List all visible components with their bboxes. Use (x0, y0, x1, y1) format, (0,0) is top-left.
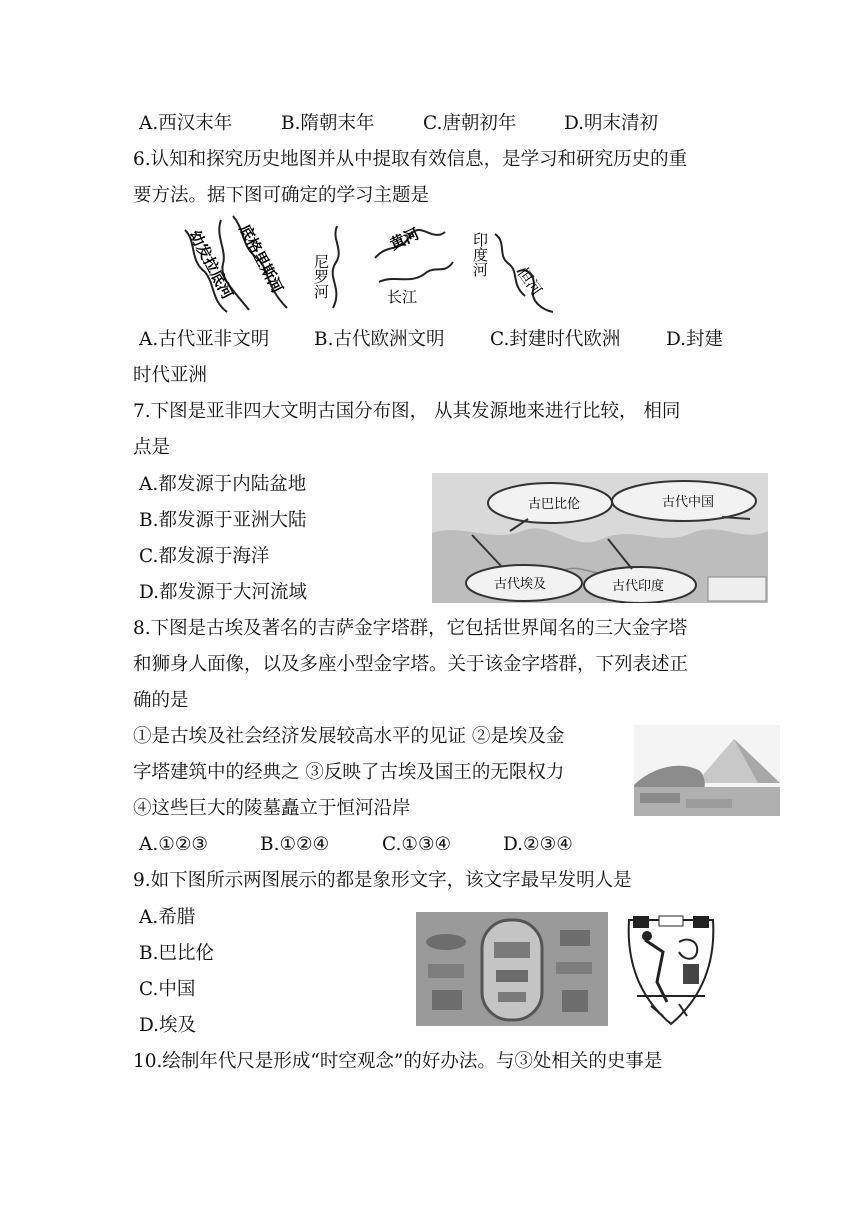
q6-option-a: A.古代亚非文明 (139, 329, 270, 350)
euphrates-label: 幼发拉底河 (185, 227, 237, 303)
q7-option-d: D.都发源于大河流域 (139, 582, 308, 603)
q8-option-a: A.①②③ (139, 834, 208, 855)
q8-option-b: B.①②④ (260, 834, 330, 855)
yangtze-label: 长江 (387, 288, 418, 306)
q6-option-d: D.封建 (666, 329, 724, 350)
china-label: 古代中国 (662, 495, 715, 510)
q6-option-c: C.封建时代欧洲 (490, 329, 621, 350)
q6-option-b: B.古代欧洲文明 (314, 329, 445, 350)
q6-stem-line2: 要方法。据下图可确定的学习主题是 (133, 185, 430, 206)
india-label: 古代印度 (612, 579, 665, 594)
q5-option-d: D.明末清初 (564, 113, 659, 134)
q5-option-a: A.西汉末年 (139, 113, 233, 134)
q7-stem-line2: 点是 (133, 437, 171, 458)
egypt-label: 古代埃及 (494, 577, 547, 592)
q9-stem: 9.如下图所示两图展示的都是象形文字，该文字最早发明人是 (133, 870, 632, 891)
nile-label: 尼罗河 (312, 254, 330, 299)
civilizations-map-figure (432, 473, 768, 603)
q7-option-c: C.都发源于海洋 (139, 546, 270, 567)
indus-label: 印度河 (471, 232, 489, 277)
q9-option-b: B.巴比伦 (139, 943, 214, 964)
q9-option-d: D.埃及 (139, 1015, 197, 1036)
babylon-label: 古巴比伦 (528, 497, 581, 512)
q7-stem-line1: 7.下图是亚非四大文明古国分布图， 从其发源地来进行比较， 相同 (133, 401, 681, 422)
q8-stem-line2: 和狮身人面像，以及多座小型金字塔。关于该金字塔群，下列表述正 (133, 654, 689, 675)
q5-option-c: C.唐朝初年 (423, 113, 517, 134)
rivers-map-figure (175, 212, 555, 324)
q8-stem-line1: 8.下图是古埃及著名的吉萨金字塔群，它包括世界闻名的三大金字塔 (133, 618, 688, 639)
q8-statement-line2: 字塔建筑中的经典之 ③反映了古埃及国王的无限权力 (133, 762, 565, 783)
q5-option-b: B.隋朝末年 (281, 113, 375, 134)
q8-option-c: C.①③④ (382, 834, 452, 855)
q8-option-d: D.②③④ (503, 834, 573, 855)
hieroglyph-wall-photo (416, 912, 608, 1026)
q8-statement-line3: ④这些巨大的陵墓矗立于恒河沿岸 (133, 798, 411, 819)
ganges-label: 恒河 (513, 263, 546, 299)
q9-option-c: C.中国 (139, 979, 196, 1000)
q6-stem-line1: 6.认知和探究历史地图并从中提取有效信息，是学习和研究历史的重 (133, 149, 688, 170)
q7-option-a: A.都发源于内陆盆地 (139, 474, 307, 495)
q10-stem: 10.绘制年代尺是形成“时空观念”的好办法。与③处相关的史事是 (133, 1051, 663, 1072)
q9-option-a: A.希腊 (139, 907, 196, 928)
tigris-label: 底格里斯河 (235, 221, 287, 297)
q8-statement-line1: ①是古埃及社会经济发展较高水平的见证 ②是埃及金 (133, 726, 565, 747)
q6-option-d-wrap: 时代亚洲 (133, 365, 208, 386)
yellow-river-label: 黄河 (387, 224, 422, 254)
pyramids-photo (634, 725, 780, 816)
map-legend-box (708, 577, 766, 601)
q7-option-b: B.都发源于亚洲大陆 (139, 510, 307, 531)
q8-stem-line3: 确的是 (133, 690, 189, 711)
narmer-palette-drawing (623, 912, 719, 1026)
